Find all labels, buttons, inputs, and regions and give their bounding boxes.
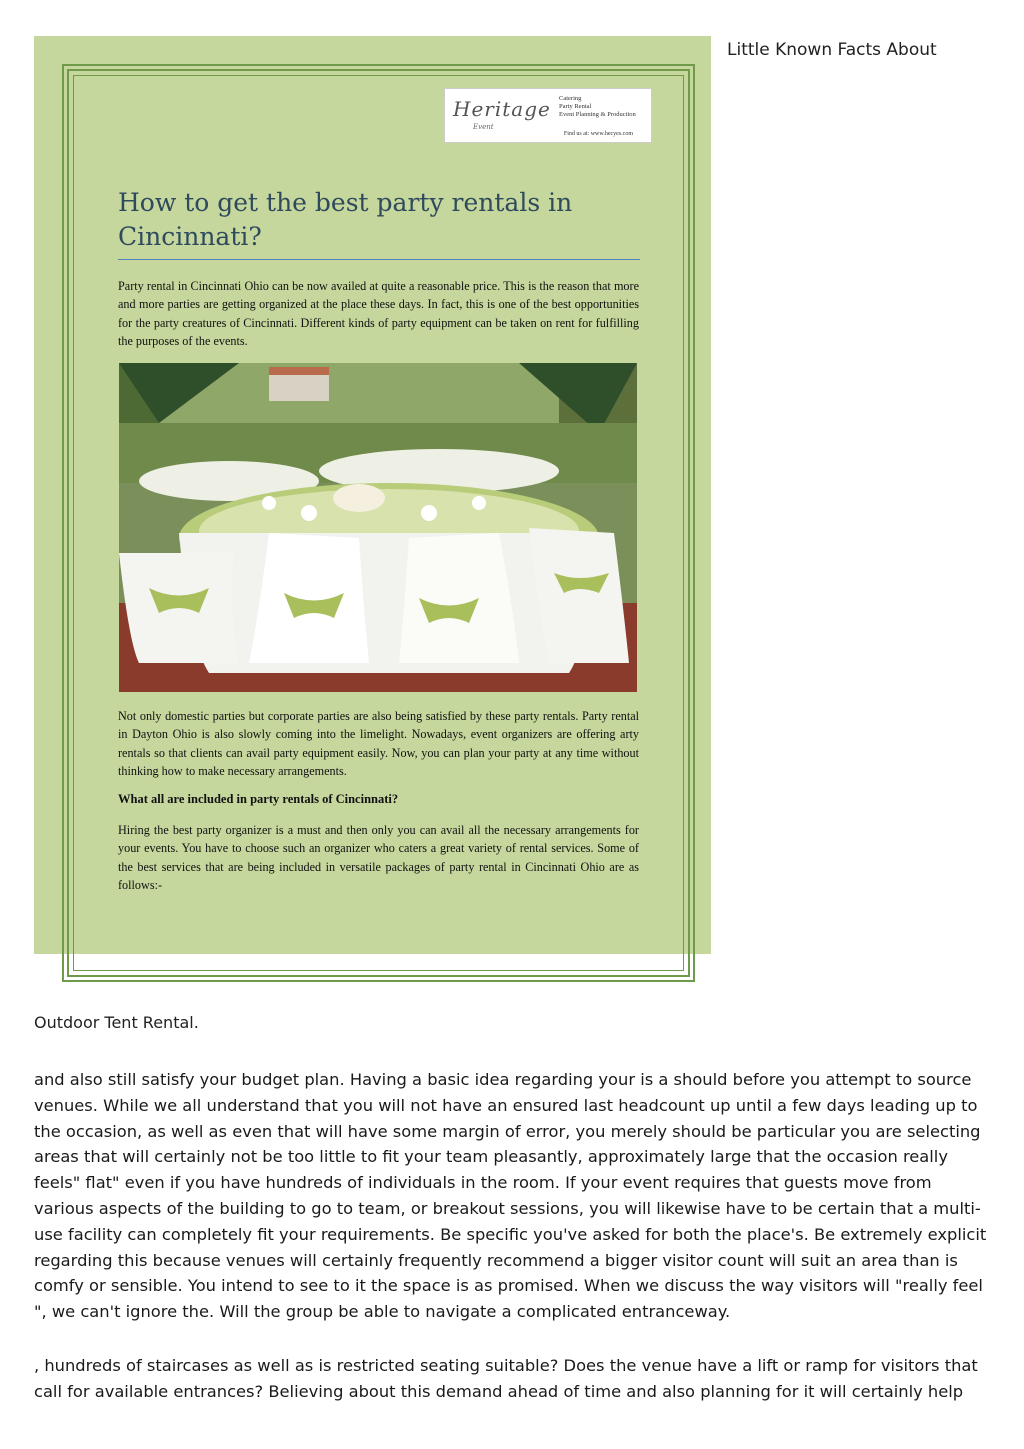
logo-line: Party Rental <box>559 103 592 110</box>
logo-line: Catering <box>559 95 582 102</box>
logo-script: Heritage <box>453 97 551 121</box>
logo-subtext: Event <box>473 123 494 131</box>
party-table-photo <box>119 363 637 692</box>
body-paragraph-2: , hundreds of staircases as well as is restricted seating suitable? Does the venue have a lift or ramp for visitors that call for available entrances? Believing about this demand ahead of time and also planning for it will certainly help <box>34 1356 978 1401</box>
logo-find-us: Find us at: www.hecyes.com <box>563 131 633 137</box>
flyer-paragraph-1: Party rental in Cincinnati Ohio can be now availed at quite a reasonable price. This is the reason that more and more parties are getting organized at the place these days. In fact, this is one of the best opportunities for the party creatures of Cincinnati. Different kinds of party equipment can be taken on rent for fulfilling the purposes of the events. <box>118 279 639 349</box>
side-title: Little Known Facts About <box>727 40 937 60</box>
logo-line: Event Planning & Production <box>559 111 636 118</box>
logo-service-lines <box>559 95 636 119</box>
heritage-logo <box>444 88 652 143</box>
flyer-subheading: What all are included in party rentals of Cincinnati? <box>118 792 399 806</box>
caption: Outdoor Tent Rental. <box>34 1013 199 1032</box>
body-paragraph-1: and also still satisfy your budget plan. Having a basic idea regarding your is a should before you attempt to source venues. While we all understand that you will not have an ensured last headcount up until a few days leading up to the occasion, as well as even that will have some margin of error, you merely should be particular you are selecting areas that will certainly not be too little to fit your team pleasantly, approximately large that the occasion really feels" flat" even if you have hundreds of individuals in the room. If your event requires that guests move from various aspects of the building to go to team, or breakout sessions, you will likewise have to be certain that a multi-use facility can completely fit your requirements. Be specific you've asked for both the place's. Be extremely explicit regarding this because venues will certainly frequently recommend a bigger visitor count will suit an area than is comfy or sensible. You intend to see to it the space is as promised. When we discuss the way visitors will "really feel ", we can't ignore the. Will the group be able to navigate a complicated entranceway. <box>34 1070 987 1322</box>
flyer-paragraph-2: Not only domestic parties but corporate parties are also being satisfied by these party rentals. Party rental in Dayton Ohio is also slowly coming into the limelight. Nowadays, event organizers are offering arty rentals so that clients can avail party equipment easily. Now, you can plan your party at any time without thinking how to make necessary arrangements. <box>118 709 639 779</box>
flyer-heading: How to get the best party rentals in Cincinnati? <box>118 188 573 251</box>
heading-rule <box>118 259 640 260</box>
flyer-paragraph-3: Hiring the best party organizer is a must and then only you can avail all the necessary arrangements for your events. You have to choose such an organizer who caters a great variety of rental services. Some of the best services that are being included in versatile packages of party rental in Cincinnati Ohio are as follows:- <box>118 823 639 893</box>
